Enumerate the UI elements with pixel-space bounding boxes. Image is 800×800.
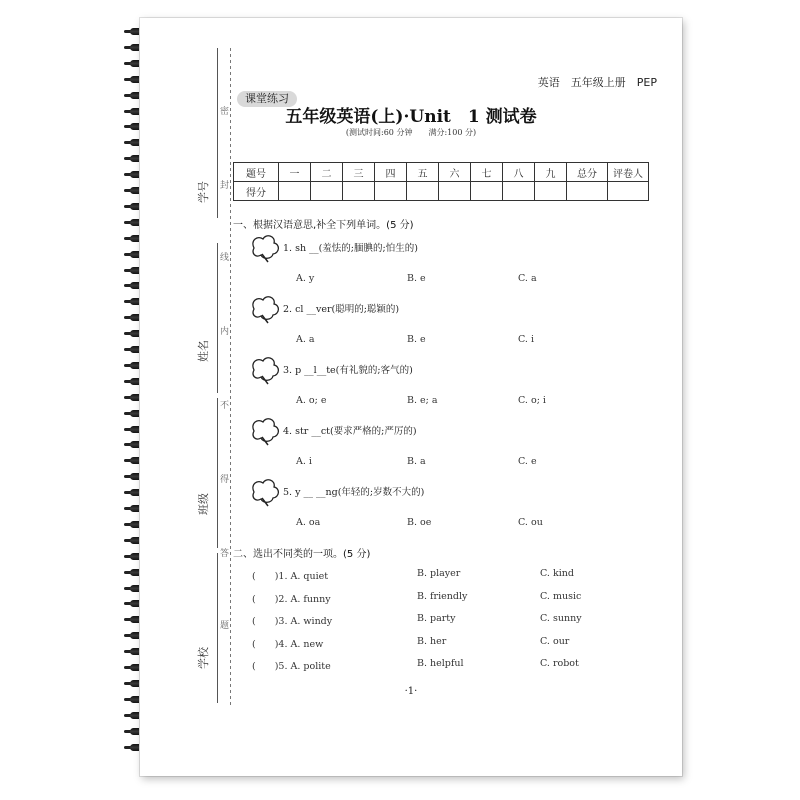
option-b: B. e; a [407,395,438,406]
score-cell[interactable] [567,182,608,201]
option-b: B. her [417,635,447,647]
option-b: B. party [417,613,456,625]
option-b: B. e [407,334,426,345]
question-text: 1. sh __(羞怯的;腼腆的;怕生的) [283,243,418,254]
table-cell: 三 [343,163,375,182]
exam-info: (测试时间:60 分钟 满分:100 分) [345,128,477,137]
table-cell: 九 [535,163,567,182]
score-cell[interactable] [471,182,503,201]
fold-char: 线 [220,253,230,263]
score-cell[interactable] [311,182,343,201]
question-text: 3. p __l__te(有礼貌的;客气的) [283,365,413,376]
option-b: B. a [407,456,426,467]
binding-label-student-id: 学号 [197,181,210,203]
option-a: A. i [296,456,312,467]
section2-heading: 二、选出不同类的一项。(5 分) [233,549,371,560]
binding-label-name: 姓名 [197,340,210,362]
option-c: C. our [540,635,570,647]
option-b: B. oe [407,517,432,528]
option-a: A. o; e [296,395,327,406]
option-c: C. ou [518,517,543,528]
binding-line-3 [217,398,218,548]
option-b: B. e [407,273,426,284]
binding-line-2 [217,243,218,393]
binding-label-class: 班级 [197,493,210,515]
page-number: ·1· [404,686,418,697]
fold-char: 封 [220,181,230,191]
fold-char: 不 [220,401,230,411]
option-a: A. y [296,273,315,284]
option-c: C. kind [540,568,574,579]
option-c: C. i [518,334,535,345]
page-title: 五年级英语(上)·Unit 1 测试卷 [285,107,537,127]
leaf-icon [248,478,282,508]
table-cell: 七 [471,163,503,182]
score-cell[interactable] [343,182,375,201]
table-cell: 评卷人 [608,163,649,182]
leaf-icon [248,234,282,264]
option-a: A. a [296,334,315,345]
question-text: ( )1. A. quiet [252,571,329,582]
table-cell: 五 [407,163,439,182]
option-b: B. friendly [417,590,468,602]
leaf-icon [248,417,282,447]
table-cell: 四 [375,163,407,182]
score-table-header-row [234,163,649,182]
score-cell[interactable] [375,182,407,201]
option-c: C. robot [540,658,579,670]
score-cell[interactable] [503,182,535,201]
score-cell[interactable] [608,182,649,201]
table-cell: 得分 [234,182,279,201]
score-cell[interactable] [279,182,311,201]
practice-tag: 课堂练习 [237,91,297,107]
option-b: B. helpful [417,658,464,670]
fold-char: 得 [220,475,230,485]
table-cell: 题号 [234,163,279,182]
question-text: ( )4. A. new [252,638,324,650]
table-cell: 一 [279,163,311,182]
score-table [233,162,649,201]
table-cell: 八 [503,163,535,182]
question-text: ( )5. A. polite [252,661,331,673]
table-cell: 二 [311,163,343,182]
option-c: C. sunny [540,613,582,625]
book-series: 英语 五年级上册 PEP [537,76,657,89]
binding-label-school: 学校 [197,647,210,669]
table-cell: 总分 [567,163,608,182]
option-a: A. oa [296,517,321,528]
fold-char: 内 [220,327,230,337]
score-cell[interactable] [439,182,471,201]
option-b: B. player [417,568,461,579]
fold-char: 题 [220,621,230,631]
question-text: 4. str __ct(要求严格的;严厉的) [283,426,417,437]
score-table-score-row [234,182,649,201]
leaf-icon [248,356,282,386]
score-cell[interactable] [407,182,439,201]
option-c: C. a [518,273,537,284]
fold-char: 密 [220,107,230,117]
fold-line [230,48,231,708]
table-cell: 六 [439,163,471,182]
leaf-icon [248,295,282,325]
binding-line-4 [217,553,218,703]
section1-heading: 一、根据汉语意思,补全下列单词。(5 分) [233,220,414,231]
fold-char: 答 [220,549,230,559]
question-text: ( )2. A. funny [252,593,331,605]
score-cell[interactable] [535,182,567,201]
option-c: C. e [518,456,537,467]
option-c: C. music [540,590,582,602]
question-text: 5. y __ __ng(年轻的;岁数不大的) [283,487,425,498]
question-text: ( )3. A. windy [252,616,333,628]
option-c: C. o; i [518,395,546,406]
question-text: 2. cl __ver(聪明的;聪颖的) [283,304,400,315]
exam-page [140,18,682,776]
